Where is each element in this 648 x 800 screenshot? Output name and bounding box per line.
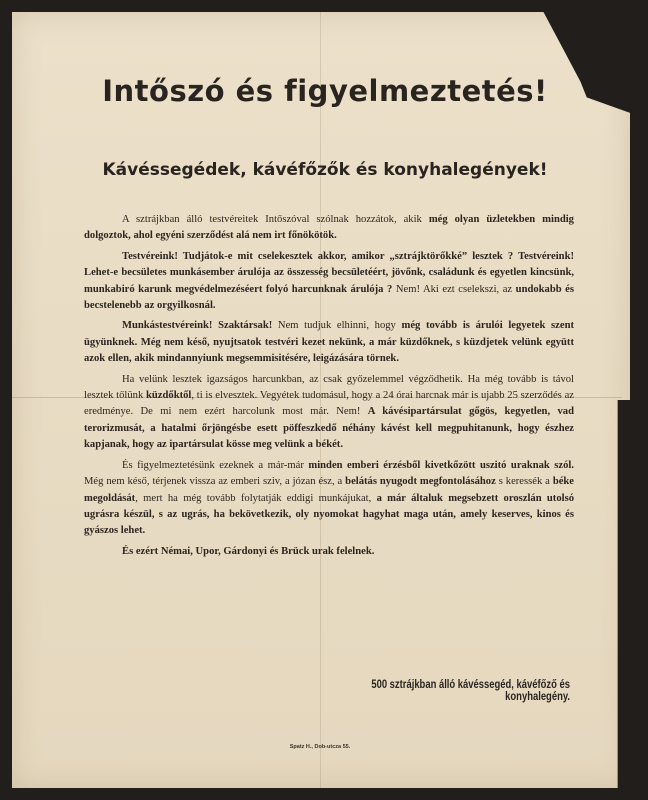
paragraph-3	[84, 318, 574, 367]
paragraph-4-segment-3: , ti is elvesztek. Vegyétek tudomásul, hogy a 24 órai harcnak már is ujabb 25 szerződés az eredménye. De mi nem ezért harcolunk most már. Nem!	[84, 390, 574, 418]
document-subtitle: Kávéssegédek, kávéfőzők és konyhalegények!	[102, 160, 548, 180]
paragraph-4	[84, 372, 574, 454]
paragraph-4-segment-4: A kávésipartársulat gőgös, kegyetlen, vad terorizmusát, a hatalmi őrjöngésbe esett pöffeszkedő néhány kávést kell megpuhitanunk, hogy észhez kapjanak, hogy az ipartársulat kösse meg velünk a békét.	[84, 406, 574, 451]
paragraph-5-segment-3: Még nem késő, térjenek vissza az emberi sziv, a józan ész, a	[84, 476, 346, 488]
paragraph-3-segment-3: még tovább is árulói legyetek szent ügyünknek. Még nem késő, nyujtsatok testvéri kezet nekünk, a már küzdőknek, s küzdjetek velünk együtt azok ellen, akik mindannyiunk megsemmisitésére, leigázására törnek.	[84, 320, 574, 365]
paragraph-6-segment-1: És ezért Némai, Upor, Gárdonyi és Brück urak felelnek.	[122, 545, 375, 557]
document-title: Intőszó és figyelmeztetés!	[102, 74, 548, 108]
paragraph-5-segment-2: minden emberi érzésből kivetkőzött uszitó uraknak szól.	[308, 459, 574, 471]
paragraph-5-segment-8: a már általuk megsebzett oroszlán utolsó ugrásra készül, s az ugrás, ha bekövetkezik, oly nyomokat hagyhat maga után, amely keserves, kinos és gyászos lehet.	[84, 492, 574, 537]
signature-line: 500 sztrájkban álló kávéssegéd, kávéfőző és konyhalegény.	[371, 679, 570, 703]
paragraph-3-segment-2: Nem tudjuk elhinni, hogy	[277, 320, 402, 332]
paragraph-4-segment-1: Ha velünk lesztek igazságos harcunkban, az csak győzelemmel végződhetik. Ha még tovább is távol lesztek tőlünk	[84, 373, 574, 402]
paragraph-5-segment-1: És figyelmeztetésünk ezeknek a már-már	[122, 459, 309, 471]
paragraph-5-segment-6: béke megoldását	[84, 476, 574, 504]
paragraph-5	[84, 458, 574, 540]
paragraph-4-segment-2: küzdőktől	[146, 390, 192, 402]
paragraph-1	[84, 212, 574, 245]
paragraph-1-segment-2: még olyan üzletekben mindig dolgoztok, ahol egyéni szerződést alá nem irt főnökötök.	[84, 214, 574, 242]
document-body	[84, 212, 574, 564]
printer-imprint: Spatz H., Dob-utcza 55.	[289, 744, 351, 750]
paragraph-5-segment-4: belátás nyugodt megfontolásához	[345, 476, 496, 488]
paragraph-5-segment-5: s keressék a	[495, 476, 553, 488]
paragraph-6	[84, 544, 574, 560]
paragraph-3-segment-1: Munkástestvéreink! Szaktársak!	[122, 320, 278, 332]
paragraph-2-segment-1: Testvéreink! Tudjátok-e mit cselekesztek akkor, amikor „sztrájktörőkké” lesztek ? Testvéreink! Lehet-e becsületes munkásember árulója az összesség becsületéért, jövőnk, családunk és egyetlen kincsünk, munkabiró karunk megvédelmezéséert folyó harcunknak árulója ?	[84, 250, 574, 295]
paragraph-1-segment-1: A sztrájkban álló testvéreitek Intőszóval szólnak hozzátok, akik	[122, 214, 429, 225]
paragraph-2	[84, 249, 574, 315]
paragraph-2-segment-2: Nem! Aki ezt cselekszi, az	[395, 283, 516, 295]
paragraph-5-segment-7: , mert ha még tovább folytatják eddigi munkájukat,	[135, 492, 377, 504]
paragraph-2-segment-3: undokabb és becstelenebb az orgyilkosnál.	[84, 283, 574, 312]
